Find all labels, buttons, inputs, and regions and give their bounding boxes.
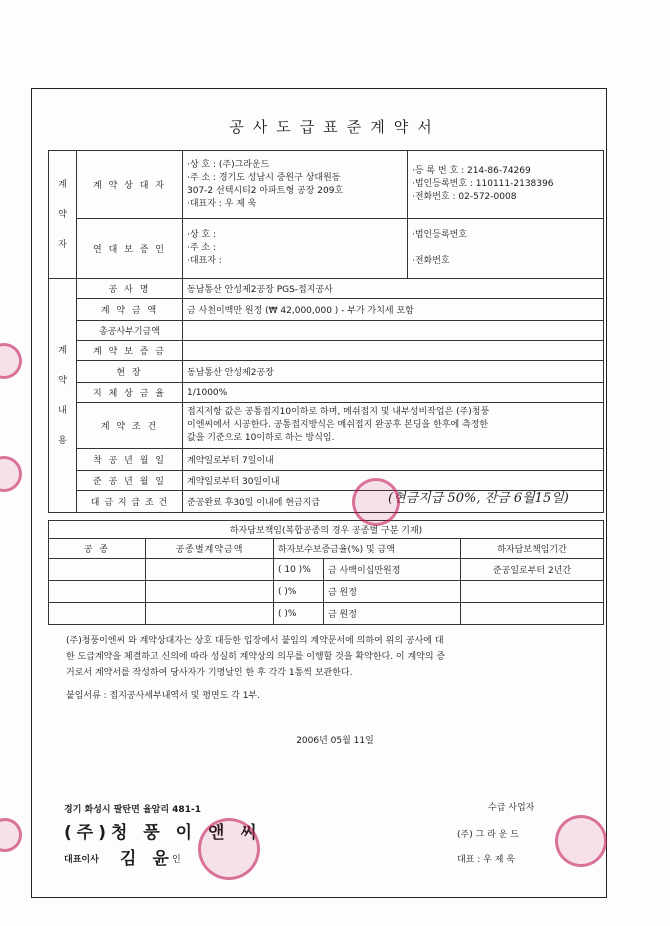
conditions-value	[183, 403, 604, 449]
warranty-rate-1: ( 10 )%	[274, 559, 324, 581]
contract-date: 2006년 05월 11일	[296, 736, 374, 746]
side-char: 계	[58, 345, 67, 356]
total-amount-label: 총공사부기금액	[77, 321, 183, 341]
contract-amount-label: 계 약 금 액	[77, 299, 183, 321]
left-party-seal-mark: 인	[172, 855, 181, 865]
contractor-address: ·주 소 : 경기도 성남시 중원구 상대원동	[187, 172, 341, 183]
guarantor-label: 연 대 보 증 인	[77, 219, 183, 279]
warranty-amount-3: 금 원정	[324, 603, 461, 625]
contractor-reg-no: ·등 록 번 호 : 214-86-74269	[412, 166, 531, 176]
side-char: 약	[58, 209, 67, 220]
warranty-table	[48, 520, 604, 625]
contractor-ceo: ·대표자 : 우 제 욱	[187, 198, 257, 209]
conditions-label: 계 약 조 건	[77, 403, 183, 449]
handwritten-note: (현금지급 50%, 잔금 6월15일)	[388, 491, 569, 506]
guarantor-corp-no: ·법인등록번호	[412, 230, 468, 240]
conditions-line: 접지저항 값은 공통접지10이하로 하며, 메쉬접지 및 내부성비작업은 (주)청풍	[187, 407, 490, 417]
site-value: 동남통산 안성제2공장	[183, 361, 604, 383]
warranty-cell	[49, 581, 146, 603]
guarantor-phone: ·전화번호	[412, 256, 450, 266]
contractor-phone: ·전화번호 : 02-572-0008	[412, 192, 517, 202]
contractor-company: ·상 호 : (주)그라운드	[187, 159, 270, 170]
warranty-cell	[49, 603, 146, 625]
side-char: 내	[58, 405, 67, 416]
side-char: 용	[58, 435, 67, 446]
conditions-line: 값을 기준으로 10이하로 하는 방식임.	[187, 433, 335, 443]
warranty-header: 하자담보책임(복합공종의 경우 공종별 구분 기재)	[49, 521, 604, 539]
conditions-line: 이엔씨에서 시공한다. 공통접지방식은 메쉬접지 완공후 본딩을 한후에 측정한	[187, 420, 489, 430]
warranty-col-amount: 공종별계약금액	[146, 539, 274, 559]
company-seal-stamp	[198, 818, 260, 880]
contract-amount-value: 금 사천이백만 원정 (₩ 42,000,000 ) - 부가 가치세 포함	[183, 299, 604, 321]
contractor-seal-stamp	[555, 815, 607, 867]
margin-seal-stamp	[0, 343, 22, 379]
body-line: (주)청풍이엔씨 와 계약상대자는 상호 대등한 입장에서 붙임의 계약문서에 의하여 위의 공사에 대	[66, 636, 444, 646]
penalty-rate-value: 1/1000%	[183, 383, 604, 403]
start-date-label: 착 공 년 월 일	[77, 449, 183, 471]
warranty-cell	[146, 559, 274, 581]
guarantor-info	[183, 219, 408, 279]
warranty-cell	[461, 581, 604, 603]
body-line: 거로서 계약서를 작성하여 당사자가 기명날인 한 후 각각 1통씩 보관한다.	[66, 668, 353, 678]
site-label: 현 장	[77, 361, 183, 383]
guarantor-ceo: ·대표자 :	[187, 256, 222, 266]
penalty-rate-label: 지 체 상 금 율	[77, 383, 183, 403]
details-side-label	[49, 279, 77, 513]
start-date-value: 계약일로부터 7일이내	[183, 449, 604, 471]
left-party-company: (주)청 풍 이 앤 씨	[64, 823, 262, 843]
warranty-rate-3: ( )%	[274, 603, 324, 625]
side-char: 자	[58, 239, 67, 250]
right-party-company: (주) 그 라 운 드	[457, 830, 519, 840]
document-title: 공사도급표준계약서	[229, 118, 441, 136]
guarantor-company: ·상 호 :	[187, 230, 217, 240]
contractor-address-line2: 307-2 선텍시티2 아파트형 공장 209호	[187, 185, 344, 196]
warranty-cell	[49, 559, 146, 581]
side-char: 계	[58, 179, 67, 190]
warranty-amount-1: 금 사백이십만원정	[324, 559, 461, 581]
right-party-ceo: 대표 : 우 제 욱	[457, 855, 515, 865]
deposit-value	[183, 341, 604, 361]
warranty-col-rate: 하자보수보증금율(%) 및 금액	[274, 539, 461, 559]
warranty-period-1: 준공일로부터 2년간	[461, 559, 604, 581]
contract-body-text	[66, 633, 586, 681]
left-party-address: 경기 화성시 팔탄면 율암리 481-1	[64, 805, 201, 815]
warranty-col-type: 공 종	[49, 539, 146, 559]
completion-date-label: 준 공 년 월 일	[77, 471, 183, 491]
payment-terms-label: 대 금 지 급 조 건	[77, 491, 183, 513]
guarantor-ids	[408, 219, 604, 279]
warranty-cell	[146, 581, 274, 603]
party-table	[48, 150, 604, 279]
project-name-value: 동남통산 안성제2공장 PGS-접지공사	[183, 279, 604, 299]
project-name-label: 공 사 명	[77, 279, 183, 299]
warranty-amount-2: 금 원정	[324, 581, 461, 603]
left-party-ceo-name: 김 윤	[120, 849, 174, 869]
warranty-rate-2: ( )%	[274, 581, 324, 603]
contractor-info	[183, 151, 408, 219]
contractor-corp-no: ·법인등록번호 : 110111-2138396	[412, 179, 554, 189]
contractor-label: 계 약 상 대 자	[77, 151, 183, 219]
total-amount-value	[183, 321, 604, 341]
right-party-label: 수급 사업자	[488, 803, 535, 813]
margin-seal-stamp	[0, 818, 22, 852]
body-line: 한 도급계약을 체결하고 신의에 따라 성실히 계약상의 의무를 이행할 것을 확약한다. 이 계약의 증	[66, 652, 446, 662]
details-table	[48, 278, 604, 513]
payment-seal-stamp	[352, 478, 400, 526]
side-char: 약	[58, 375, 67, 386]
margin-seal-stamp	[0, 456, 22, 492]
attachment-note: 붙임서류 : 접지공사세부내역서 및 평면도 각 1부.	[66, 691, 260, 701]
payment-terms-value: 준공완료 후30일 이내에 현금지급	[183, 491, 604, 513]
warranty-cell	[461, 603, 604, 625]
left-party-ceo-prefix: 대표이사	[64, 855, 99, 865]
warranty-col-period: 하자담보책임기간	[461, 539, 604, 559]
contractor-ids	[408, 151, 604, 219]
completion-date-value: 계약일로부터 30일이내	[183, 471, 604, 491]
deposit-label: 계 약 보 증 금	[77, 341, 183, 361]
warranty-cell	[146, 603, 274, 625]
party-side-label	[49, 151, 77, 279]
guarantor-address: ·주 소 :	[187, 243, 217, 253]
